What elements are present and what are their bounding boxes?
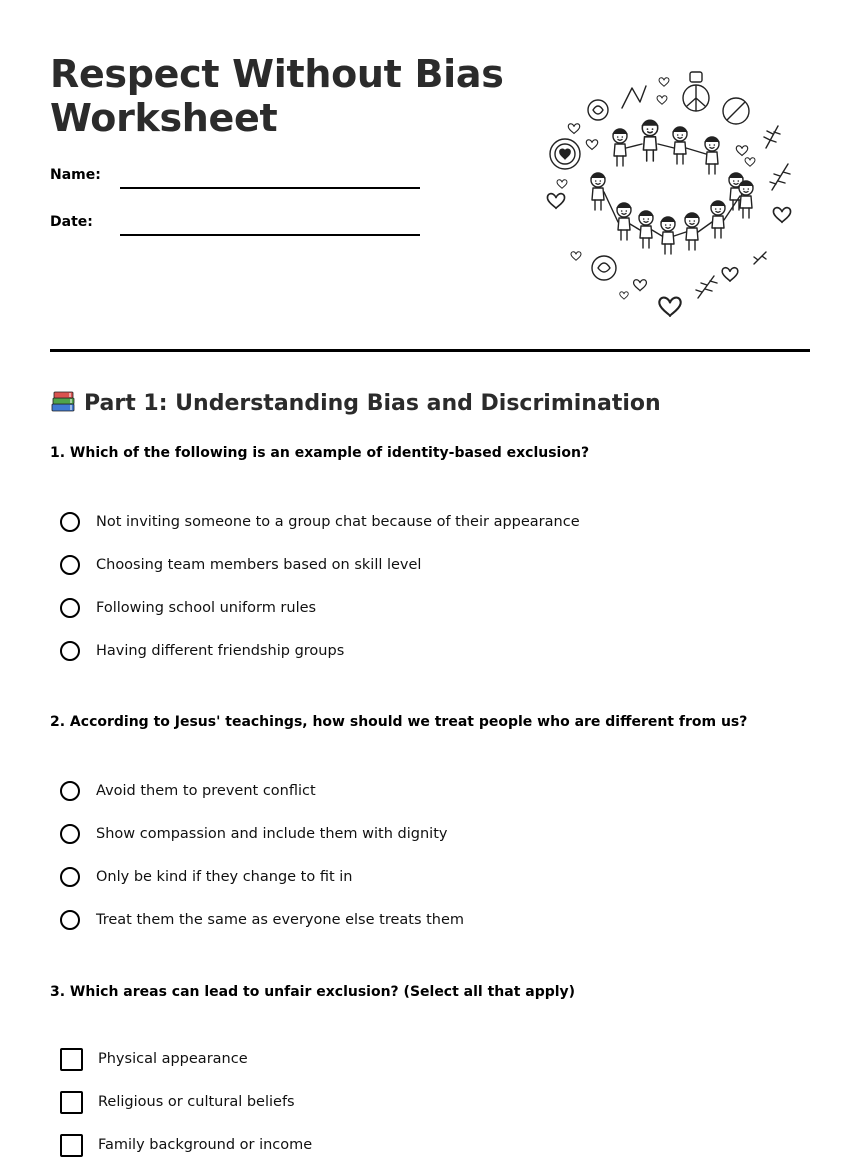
part1-title-text: Part 1: Understanding Bias and Discrimination [84, 391, 661, 416]
option-label: Avoid them to prevent conflict [96, 783, 316, 799]
books-icon [50, 389, 76, 413]
radio-button[interactable] [60, 555, 80, 575]
radio-button[interactable] [60, 512, 80, 532]
q2-option-2[interactable] [60, 821, 447, 847]
q3-option-3[interactable] [60, 1132, 312, 1158]
q2-option-3[interactable] [60, 864, 353, 890]
q1-option-4[interactable] [60, 638, 344, 664]
radio-button[interactable] [60, 910, 80, 930]
option-label: Treat them the same as everyone else treats them [96, 912, 465, 928]
q1-option-1[interactable] [60, 509, 580, 535]
q2-option-4[interactable] [60, 907, 464, 933]
question-2: 2. According to Jesus' teachings, how should we treat people who are different from us? [50, 714, 748, 730]
option-label: Following school uniform rules [96, 600, 317, 616]
option-label: Only be kind if they change to fit in [96, 869, 353, 885]
section-divider [50, 349, 810, 352]
radio-button[interactable] [60, 641, 80, 661]
date-label: Date: [50, 214, 93, 230]
option-label: Show compassion and include them with dignity [96, 826, 448, 842]
option-label: Having different friendship groups [96, 643, 345, 659]
q3-option-2[interactable] [60, 1089, 295, 1115]
name-input-line[interactable] [120, 187, 420, 189]
option-label: Family background or income [98, 1137, 313, 1153]
title-line-2: Worksheet [50, 96, 278, 140]
checkbox[interactable] [60, 1048, 83, 1071]
worksheet-title [50, 52, 504, 140]
option-label: Choosing team members based on skill level [96, 557, 422, 573]
q1-option-3[interactable] [60, 595, 316, 621]
option-label: Religious or cultural beliefs [98, 1094, 295, 1110]
q3-option-1[interactable] [60, 1046, 248, 1072]
radio-button[interactable] [60, 598, 80, 618]
radio-button[interactable] [60, 867, 80, 887]
checkbox[interactable] [60, 1134, 83, 1157]
q2-option-1[interactable] [60, 778, 316, 804]
q1-option-2[interactable] [60, 552, 421, 578]
option-label: Not inviting someone to a group chat because of their appearance [96, 514, 580, 530]
title-line-1: Respect Without Bias [50, 52, 504, 96]
part1-title [50, 389, 661, 416]
date-input-line[interactable] [120, 234, 420, 236]
children-circle-illustration [540, 68, 800, 320]
radio-button[interactable] [60, 824, 80, 844]
option-label: Physical appearance [98, 1051, 248, 1067]
radio-button[interactable] [60, 781, 80, 801]
name-label: Name: [50, 167, 101, 183]
question-1: 1. Which of the following is an example of identity-based exclusion? [50, 445, 590, 461]
question-3: 3. Which areas can lead to unfair exclusion? (Select all that apply) [50, 984, 576, 1000]
checkbox[interactable] [60, 1091, 83, 1114]
